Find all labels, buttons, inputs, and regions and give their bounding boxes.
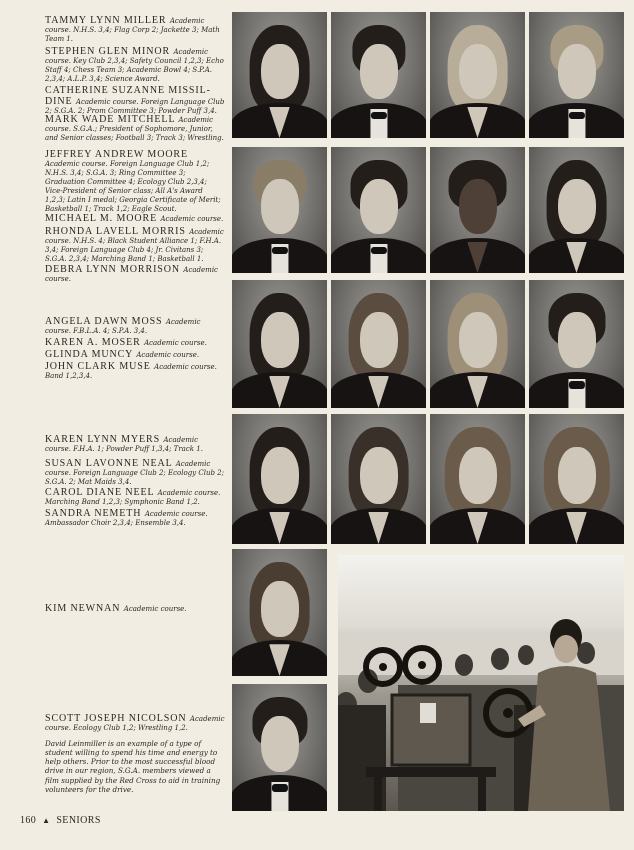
student-activities: Academic course.: [45, 266, 218, 284]
student-name: JOHN CLARK MUSE: [45, 361, 155, 372]
student-name: KIM NEWNAN: [45, 603, 124, 614]
student-name: KAREN A. MOSER: [45, 337, 145, 348]
page-footer: [20, 815, 101, 826]
student-activities: Academic course. Band 1,2,3,4.: [45, 363, 217, 381]
entry-jeffrey-moore: [45, 149, 225, 214]
entry-rhonda-morris: [45, 226, 225, 264]
portrait-glinda-muncy: [430, 280, 525, 408]
portrait-mark-mitchell: [529, 12, 624, 138]
student-activities: Academic course. S.G.A.; President of Sophomore, Junior, and Senior classes; Football 3; Track 3; Wrestling.: [45, 116, 224, 143]
projector-photo: [338, 555, 624, 811]
entry-michael-moore: [45, 213, 225, 224]
entry-karen-myers: [45, 434, 225, 454]
student-activities: Academic course. Ecology Club 1,2; Wrestling 1,2.: [45, 715, 225, 733]
triangle-separator-icon: ▲: [42, 816, 51, 825]
student-activities: Academic course.: [123, 605, 187, 613]
portrait-tammy-miller: [232, 12, 327, 138]
student-name: SCOTT JOSEPH NICOLSON: [45, 713, 190, 724]
student-activities: Academic course. F.H.A. 1; Powder Puff 1,3,4; Track 1.: [45, 436, 203, 454]
portrait-scott-nicolson: [232, 684, 327, 811]
portrait-debra-morrison: [529, 147, 624, 273]
student-activities: Academic course.: [160, 215, 224, 223]
student-activities: Academic course. Foreign Language Club 1,2; N.H.S. 3,4; S.G.A. 3; Ring Committee 3; Graduation Committee 4; Ecology Club 2,3,4; Vice-President of Senior class; All A's Award 1,2,3; Latin I medal; Georgia Certificate of Merit; Basketball 1; Track 1,2; Eagle Scout.: [45, 160, 221, 213]
entry-stephen-minor: [45, 46, 225, 84]
portrait-carol-neel: [430, 414, 525, 544]
portrait-john-muse: [529, 280, 624, 408]
entry-glinda-muncy: [45, 349, 225, 360]
portrait-michael-moore: [331, 147, 426, 273]
entry-scott-nicolson: [45, 713, 225, 733]
student-name: TAMMY LYNN MILLER: [45, 15, 170, 26]
page-number: 160: [20, 815, 37, 826]
entry-john-muse: [45, 361, 225, 381]
portrait-susan-neal: [331, 414, 426, 544]
student-activities: Academic course. Key Club 2,3,4; Safety Council 1,2,3; Echo Staff 4; Chess Team 3; Academic Bowl 4; S.P.A. 2,3,4; A.L.P. 3,4; Science Award.: [45, 48, 224, 84]
entry-sandra-nemeth: [45, 508, 225, 528]
student-name: STEPHEN GLEN MINOR: [45, 46, 174, 57]
student-name: RHONDA LAVELL MORRIS: [45, 226, 190, 237]
portrait-karen-moser: [331, 280, 426, 408]
entry-mark-mitchell: [45, 114, 225, 143]
student-name: MARK WADE MITCHELL: [45, 114, 179, 125]
student-activities: Academic course.: [144, 339, 207, 347]
projector-scene-graphic: [338, 555, 624, 811]
portrait-kim-newnan: [232, 549, 327, 676]
section-title: SENIORS: [56, 815, 101, 826]
portrait-stephen-minor: [331, 12, 426, 138]
entry-kim-newnan: [45, 603, 225, 614]
portrait-jeffrey-moore: [232, 147, 327, 273]
portrait-karen-myers: [232, 414, 327, 544]
portrait-rhonda-morris: [430, 147, 525, 273]
student-activities: Academic course. Ambassador Choir 2,3,4; Ensemble 3,4.: [45, 510, 208, 528]
student-name: KAREN LYNN MYERS: [45, 434, 164, 445]
student-activities: Academic course.: [136, 351, 200, 359]
entry-susan-neal: [45, 458, 225, 487]
entry-angela-moss: [45, 316, 225, 336]
student-activities: Academic course. Foreign Language Club 2; S.G.A. 2; Prom Committee 3; Powder Puff 3,4.: [45, 98, 225, 116]
student-name: SUSAN LAVONNE NEAL: [45, 458, 176, 469]
student-name: CAROL DIANE NEEL: [45, 487, 158, 498]
portrait-sandra-nemeth: [529, 414, 624, 544]
student-name: DEBRA LYNN MORRISON: [45, 264, 184, 275]
student-name: ANGELA DAWN MOSS: [45, 316, 166, 327]
student-name: CATHERINE SUZANNE MISSIL-DINE: [45, 85, 211, 108]
portrait-catherine-missildine: [430, 12, 525, 138]
student-activities: Academic course. Marching Band 1,2,3; Symphonic Band 1,2.: [45, 489, 221, 507]
entry-catherine-missildine: [45, 85, 225, 116]
entry-karen-moser: [45, 337, 225, 348]
photo-caption: David Leinmiller is an example of a type of student willing to spend his time and energy to help others. Prior to the most successful blood drive in our region, S.G.A. members viewed a film supplied by the Red Cross to aid in training volunteers for the drive.: [45, 739, 221, 794]
student-name: JEFFREY ANDREW MOORE: [45, 149, 189, 160]
entry-tammy-miller: [45, 15, 225, 44]
student-activities: Academic course. N.H.S. 4; Black Student Alliance 1; F.H.A. 3,4; Foreign Language Club 4; Jr. Civitans 3; S.G.A. 2,3,4; Marching Band 1; Basketball 1.: [45, 228, 224, 264]
student-activities: Academic course. F.B.L.A. 4; S.P.A. 3,4.: [45, 318, 201, 336]
portrait-angela-moss: [232, 280, 327, 408]
student-activities: Academic course. Foreign Language Club 2; Ecology Club 2; S.G.A. 2; Mat Maids 3,4.: [45, 460, 224, 487]
student-name: MICHAEL M. MOORE: [45, 213, 161, 224]
student-activities: Academic course. N.H.S. 3,4; Flag Corp 2; Jackette 3; Math Team 1.: [45, 17, 220, 44]
student-name: GLINDA MUNCY: [45, 349, 137, 360]
entry-debra-morrison: [45, 264, 225, 284]
entry-carol-neel: [45, 487, 225, 507]
student-name: SANDRA NEMETH: [45, 508, 145, 519]
